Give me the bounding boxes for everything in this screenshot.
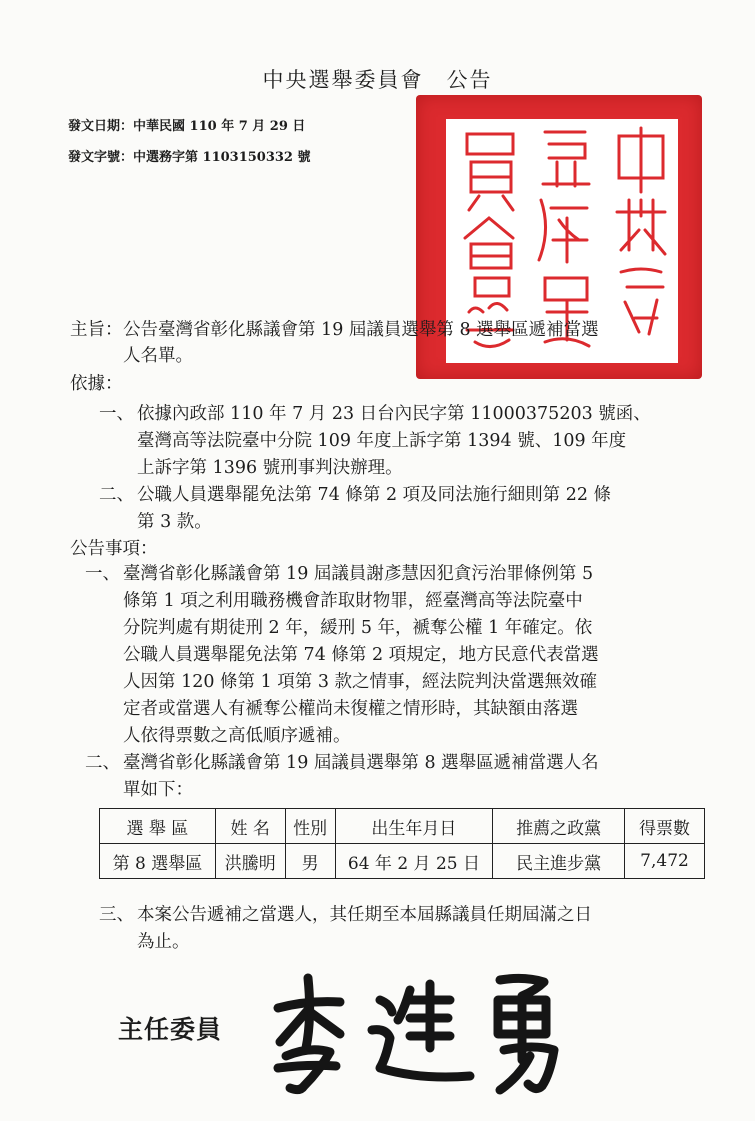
notice-item-line: 定者或當選人有褫奪公權尚未復權之情形時，其缺額由落選 — [123, 699, 578, 719]
notice-item-number: 一、 — [85, 564, 120, 584]
table-header-cell: 得票數 — [625, 809, 705, 844]
table-cell: 7,472 — [625, 844, 705, 879]
handwritten-signature — [260, 960, 590, 1100]
signatory-title: 主任委員 — [118, 1015, 223, 1044]
basis-item-number: 二、 — [99, 485, 134, 505]
notice-item-line: 人依得票數之高低順序遞補。 — [123, 726, 351, 746]
basis-item-line: 公職人員選舉罷免法第 74 條第 2 項及同法施行細則第 22 條 — [137, 485, 612, 505]
table-header-cell: 性別 — [285, 809, 335, 844]
basis-item-line: 依據內政部 110 年 7 月 23 日台內民字第 11000375203 號函、 — [137, 404, 651, 424]
notice-item-line: 人因第 120 條第 1 項第 3 款之情事，經法院判決當選無效確 — [123, 672, 598, 692]
notice-item-line: 臺灣省彰化縣議會第 19 屆議員選舉第 8 選舉區遞補當選人名 — [123, 753, 599, 773]
table-cell: 第 8 選舉區 — [100, 844, 216, 879]
basis-item-line: 臺灣高等法院臺中分院 109 年度上訴字第 1394 號、109 年度 — [137, 431, 627, 451]
table-header-cell: 出生年月日 — [335, 809, 493, 844]
notice-label: 公告事項： — [70, 539, 158, 559]
table-cell: 洪騰明 — [215, 844, 285, 879]
table-header-row — [100, 809, 705, 844]
page-title: 中央選舉委員會 公告 — [262, 68, 493, 92]
table-row — [100, 844, 705, 879]
basis-item-number: 一、 — [99, 404, 134, 424]
notice-item-number: 二、 — [85, 753, 120, 773]
table-cell: 民主進步黨 — [493, 844, 625, 879]
notice-item-number: 三、 — [99, 905, 134, 925]
subject-line: 公告臺灣省彰化縣議會第 19 屆議員選舉第 8 選舉區遞補當選 — [123, 320, 599, 340]
document-number: 發文字號：中選務字第 1103150332 號 — [68, 150, 311, 165]
table-header-cell: 推薦之政黨 — [493, 809, 625, 844]
basis-label: 依據： — [70, 374, 123, 394]
table-cell: 64 年 2 月 25 日 — [335, 844, 493, 879]
candidate-table — [99, 808, 705, 879]
issue-date: 發文日期：中華民國 110 年 7 月 29 日 — [68, 119, 306, 134]
notice-item-line: 為止。 — [137, 932, 190, 952]
notice-item-line: 本案公告遞補之當選人，其任期至本屆縣議員任期屆滿之日 — [137, 905, 592, 925]
notice-item-line: 單如下： — [123, 780, 193, 800]
notice-item-line: 條第 1 項之利用職務機會詐取財物罪，經臺灣高等法院臺中 — [123, 591, 583, 611]
notice-item-line: 臺灣省彰化縣議會第 19 屆議員謝彥慧因犯貪污治罪條例第 5 — [123, 564, 594, 584]
subject-label: 主旨： — [70, 320, 123, 340]
basis-item-line: 上訴字第 1396 號刑事判決辦理。 — [137, 458, 403, 478]
table-cell: 男 — [285, 844, 335, 879]
table-header-cell: 姓 名 — [215, 809, 285, 844]
notice-item-line: 公職人員選舉罷免法第 74 條第 2 項規定，地方民意代表當選 — [123, 645, 599, 665]
subject-line: 人名單。 — [123, 346, 193, 366]
table-header-cell: 選 舉 區 — [100, 809, 216, 844]
notice-item-line: 分院判處有期徒刑 2 年，緩刑 5 年，褫奪公權 1 年確定。依 — [123, 618, 593, 638]
basis-item-line: 第 3 款。 — [137, 512, 212, 532]
